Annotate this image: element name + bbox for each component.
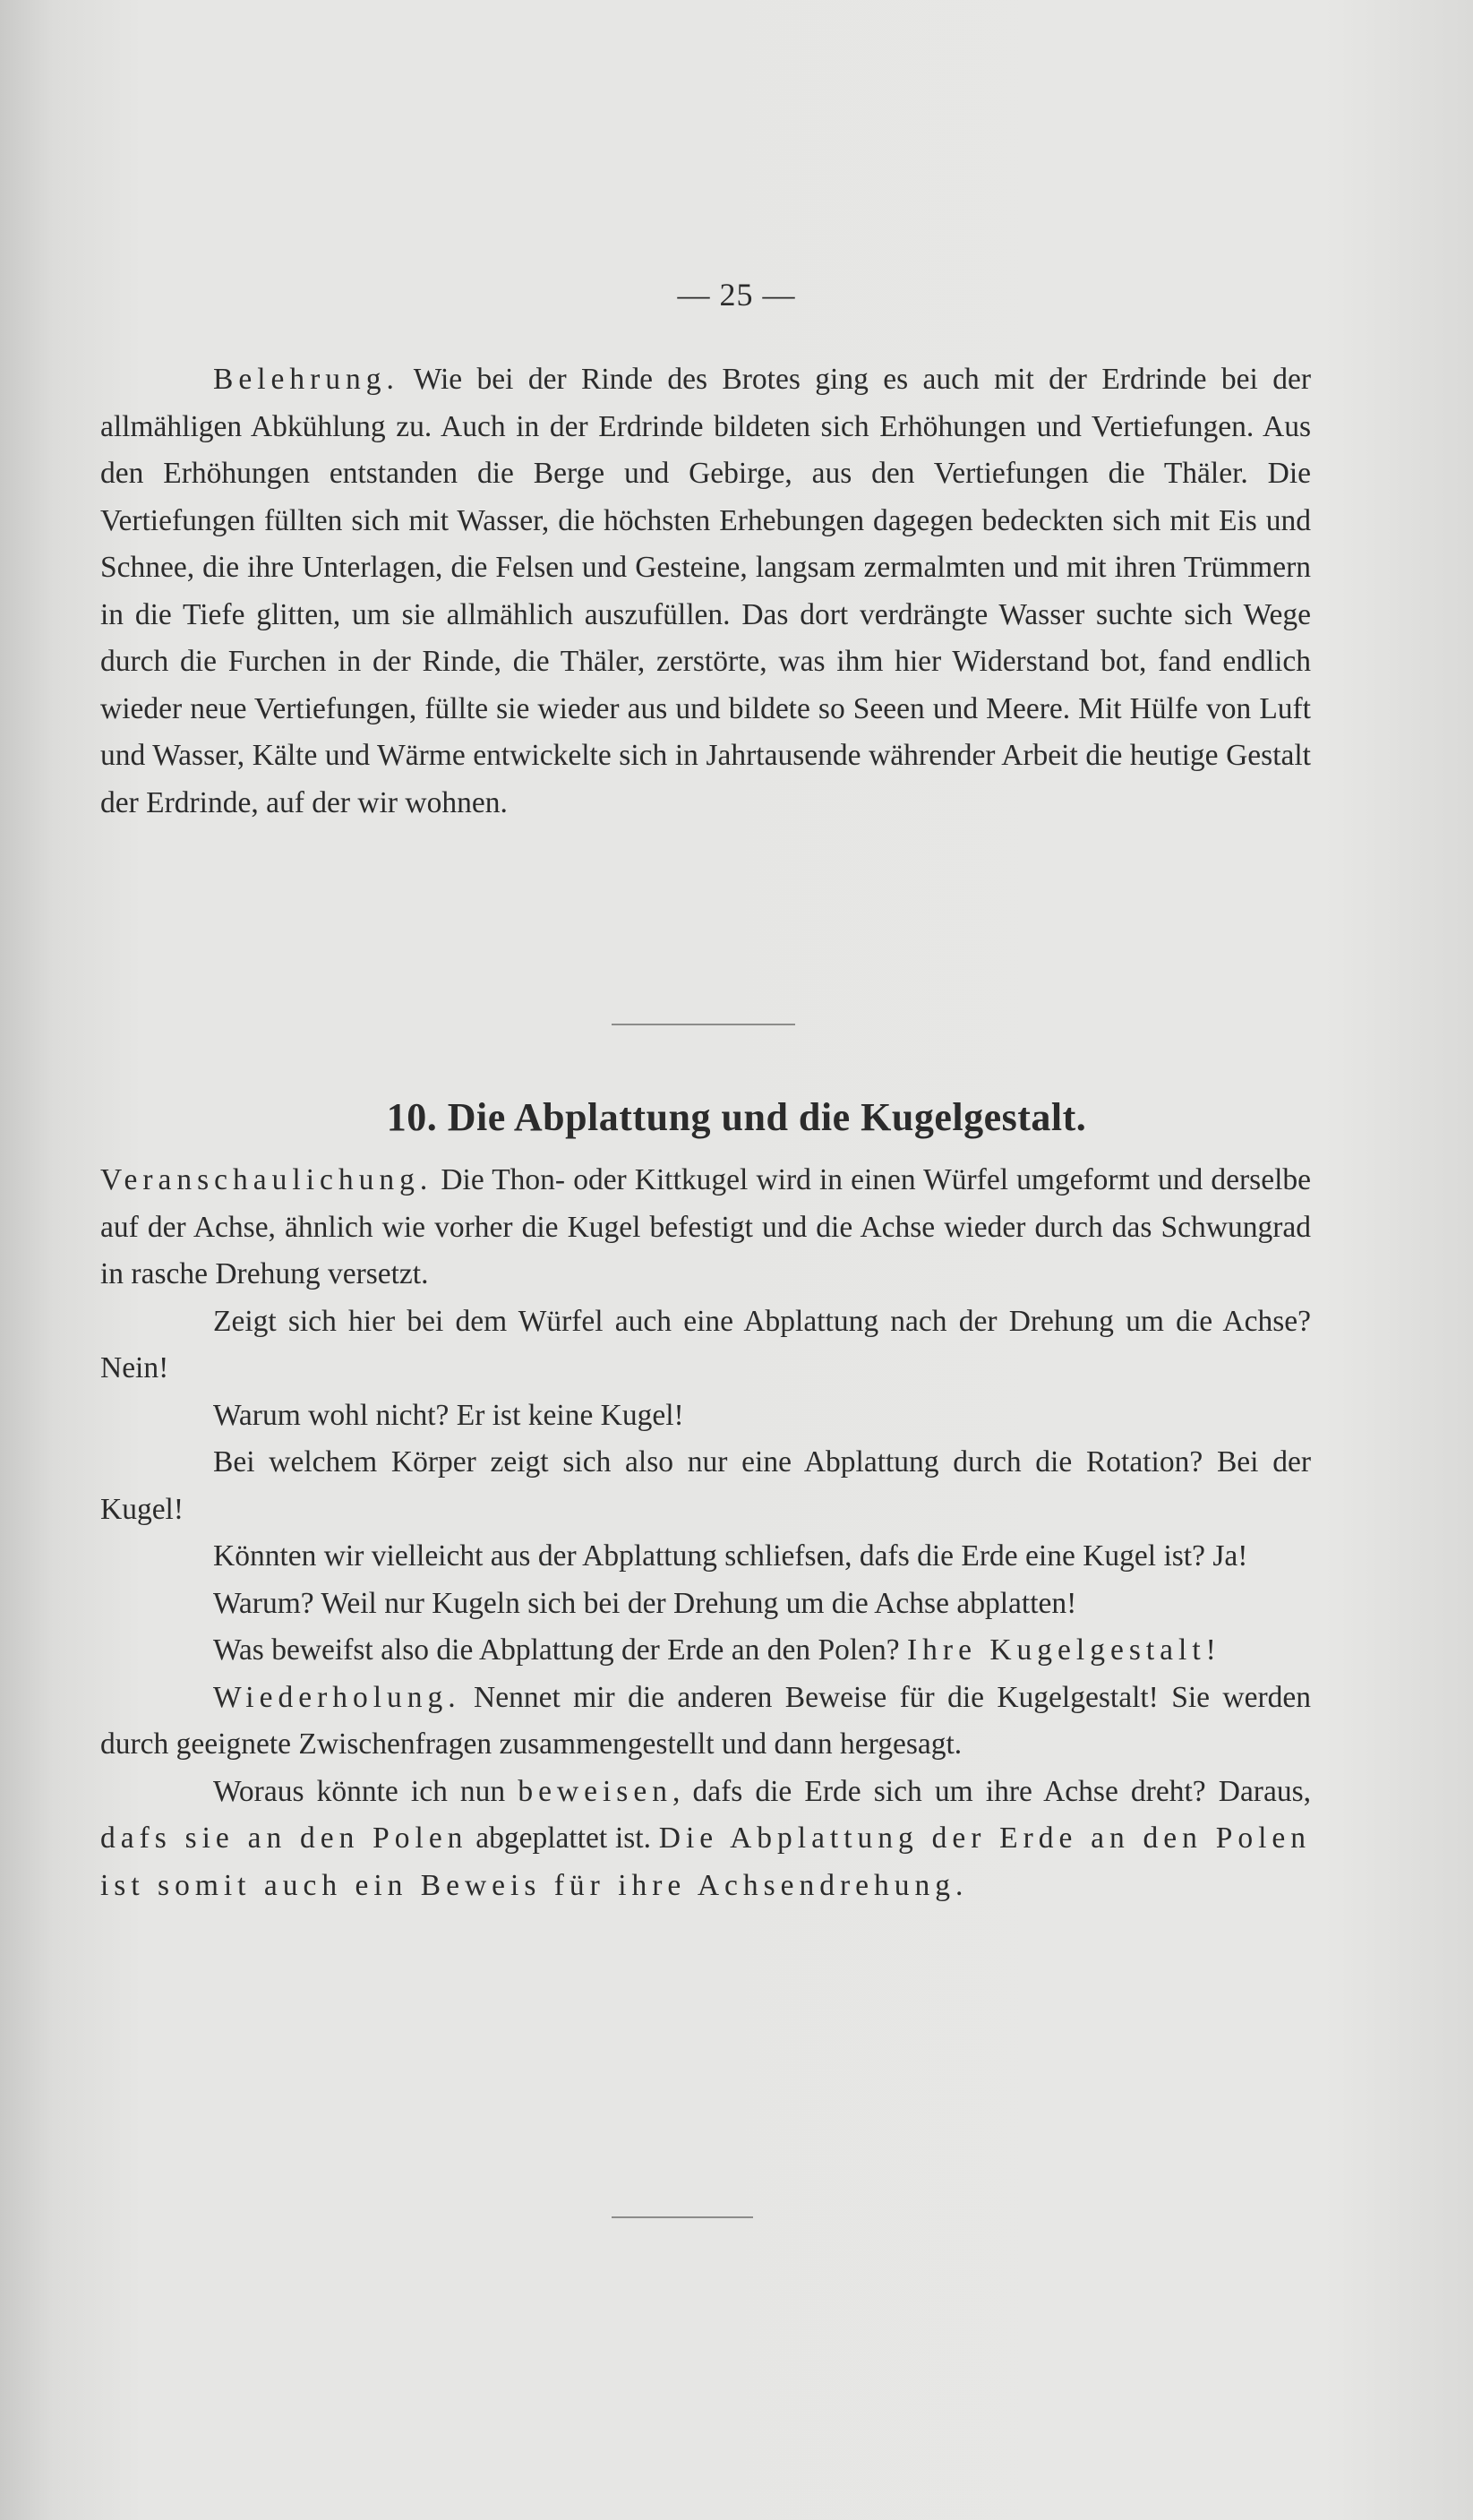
paragraph xyxy=(100,356,1311,827)
review-paragraph xyxy=(100,1675,1311,1769)
final-q2-spaced: dafs sie an den Polen xyxy=(100,1821,468,1855)
qa-line: Zeigt sich hier bei dem Würfel auch eine Abplattung nach der Drehung um die Achse? Nein! xyxy=(100,1304,1311,1384)
paragraph-lead: Belehrung. xyxy=(213,363,399,396)
qa-line: Bei welchem Körper zeigt sich also nur eine Abplattung durch die Rotation? Bei der Kugel! xyxy=(100,1445,1311,1526)
paragraph-belehrung xyxy=(100,356,1311,827)
intro-paragraph xyxy=(100,1157,1311,1299)
final-q3: abgeplattet ist. xyxy=(467,1821,659,1855)
final-q1: Woraus könnte ich nun xyxy=(213,1774,518,1808)
review-lead: Wiederholung. xyxy=(213,1680,461,1714)
final-q2: , dafs die Erde sich um ihre Achse dreht? Daraus, xyxy=(672,1774,1311,1808)
final-conclusion: Die Abplattung der Erde an den Polen ist somit auch ein Beweis für ihre Achsendrehung. xyxy=(100,1821,1312,1902)
qa-line: Warum? Weil nur Kugeln sich bei der Drehung um die Achse abplatten! xyxy=(213,1586,1077,1620)
intro-text: Die Thon- oder Kittkugel wird in einen Würfel umgeformt und derselbe auf der Achse, ähnlich wie vorher die Kugel befestigt und die Achse wieder durch das Schwungrad in rasche Drehung versetzt. xyxy=(100,1163,1311,1290)
review-text: Nennet mir die anderen Beweise für die Kugelgestalt! Sie werden durch geeignete Zwischenfragen zusammengestellt und dann hergesagt. xyxy=(100,1680,1311,1761)
final-paragraph xyxy=(100,1769,1311,1910)
section-heading: 10. Die Abplattung und die Kugelgestalt. xyxy=(386,1095,1087,1139)
answer-spaced: Ihre Kugelgestalt! xyxy=(907,1633,1221,1667)
qa-line xyxy=(100,1627,1311,1675)
qa-line: Warum wohl nicht? Er ist keine Kugel! xyxy=(213,1398,684,1432)
intro-lead: Veranschaulichung. xyxy=(100,1163,433,1196)
section-body xyxy=(100,1157,1311,1909)
qa-line: Könnten wir vielleicht aus der Abplattung schliefsen, dafs die Erde eine Kugel ist? Ja! xyxy=(213,1539,1248,1573)
divider-rule-bottom xyxy=(612,2216,753,2218)
question-text: Was beweifst also die Abplattung der Erde an den Polen? xyxy=(213,1633,908,1667)
divider-rule xyxy=(612,1024,795,1025)
paragraph-text: Wie bei der Rinde des Brotes ging es auch mit der Erdrinde bei der allmähligen Abkühlung zu. Auch in der Erdrinde bildeten sich Erhöhungen und Vertiefungen. Aus den Erhöhungen entstanden die Berge und Gebirge, aus den Vertiefungen die Thäler. Die Vertiefungen füllten sich mit Wasser, die höchsten Erhebungen dagegen bedeckten sich mit Eis und Schnee, die ihre Unterlagen, die Felsen und Gesteine, langsam zermalmten und mit ihren Trümmern in die Tiefe glitten, um sie allmählich auszufüllen. Das dort verdrängte Wasser suchte sich Wege durch die Furchen in der Rinde, die Thäler, zerstörte, was ihm hier Widerstand bot, fand endlich wieder neue Vertiefungen, füllte sie wieder aus und bildete so Seeen und Meere. Mit Hülfe von Luft und Wasser, Kälte und Wärme entwickelte sich in Jahrtausende währender Arbeit die heutige Gestalt der Erdrinde, auf der wir wohnen. xyxy=(100,363,1311,819)
page-number: — 25 — xyxy=(677,277,796,313)
final-q1-spaced: beweisen xyxy=(518,1774,672,1808)
